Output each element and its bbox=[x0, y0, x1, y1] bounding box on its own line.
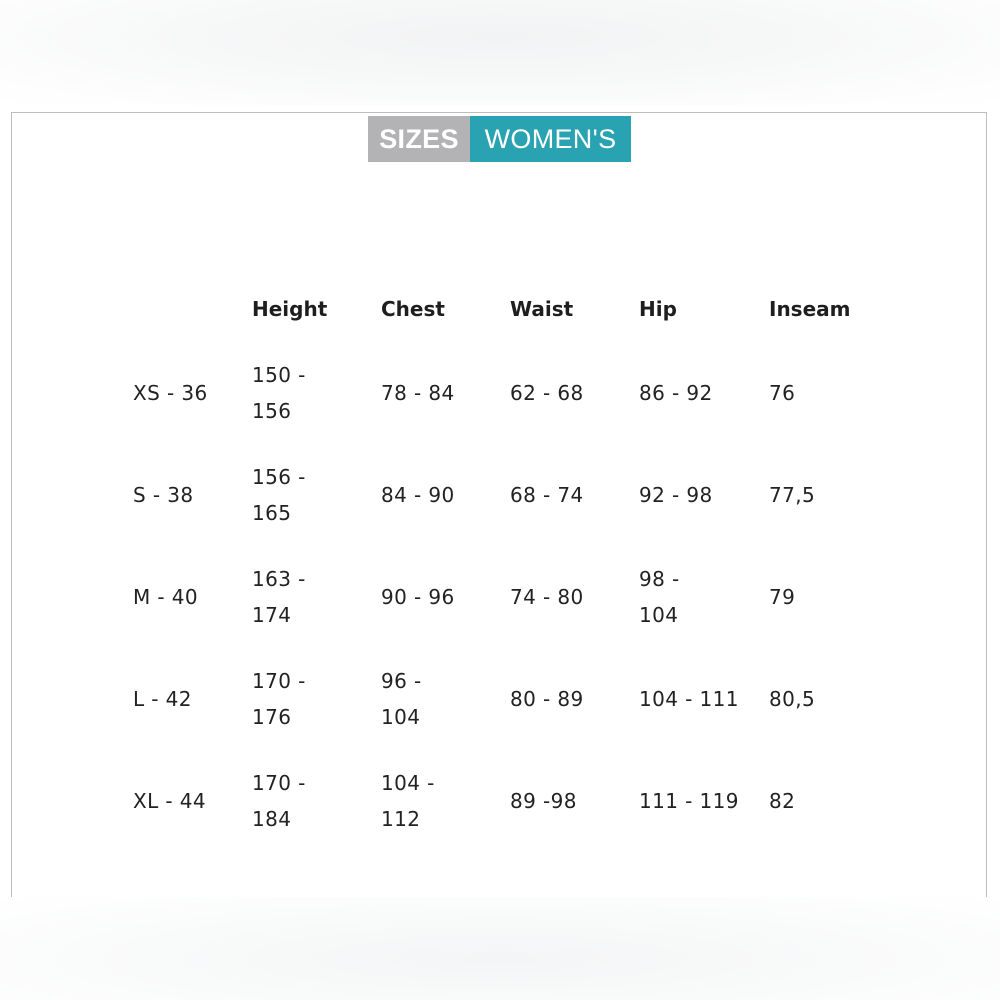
chest-value: 84 - 90 bbox=[381, 483, 455, 507]
inseam-cell bbox=[769, 444, 902, 546]
chest-value: 78 - 84 bbox=[381, 381, 455, 405]
size-value: XL - 44 bbox=[133, 789, 207, 813]
table-row bbox=[122, 546, 902, 648]
height-value: 170 - 176 bbox=[252, 669, 306, 729]
size-cell bbox=[122, 648, 252, 750]
waist-value: 74 - 80 bbox=[510, 585, 584, 609]
size-chart-banner bbox=[368, 116, 631, 162]
header-row bbox=[122, 276, 902, 342]
hip-value: 104 - 111 bbox=[639, 687, 739, 711]
inseam-value: 79 bbox=[769, 585, 796, 609]
table-row bbox=[122, 444, 902, 546]
size-table-body bbox=[122, 342, 902, 852]
waist-cell bbox=[510, 648, 639, 750]
chest-cell bbox=[381, 342, 510, 444]
hip-cell bbox=[639, 342, 769, 444]
table-row bbox=[122, 750, 902, 852]
height-value: 163 - 174 bbox=[252, 567, 306, 627]
height-cell bbox=[252, 750, 381, 852]
banner-sizes-label: SIZES bbox=[368, 116, 470, 162]
inseam-cell bbox=[769, 546, 902, 648]
size-table-header bbox=[122, 276, 902, 342]
inseam-value: 77,5 bbox=[769, 483, 816, 507]
size-chart-card bbox=[11, 112, 987, 897]
waist-value: 62 - 68 bbox=[510, 381, 584, 405]
inseam-cell bbox=[769, 342, 902, 444]
chest-value: 104 - 112 bbox=[381, 771, 435, 831]
table-row bbox=[122, 648, 902, 750]
height-cell bbox=[252, 342, 381, 444]
hip-cell bbox=[639, 750, 769, 852]
chest-cell bbox=[381, 444, 510, 546]
chest-cell bbox=[381, 546, 510, 648]
header-size bbox=[122, 276, 252, 342]
header-height: Height bbox=[252, 297, 328, 321]
chest-cell bbox=[381, 750, 510, 852]
size-cell bbox=[122, 444, 252, 546]
top-background bbox=[0, 0, 1000, 105]
header-hip: Hip bbox=[639, 297, 677, 321]
height-value: 150 - 156 bbox=[252, 363, 306, 423]
inseam-value: 82 bbox=[769, 789, 796, 813]
banner-gender-label: WOMEN'S bbox=[470, 116, 631, 162]
size-value: S - 38 bbox=[133, 483, 194, 507]
inseam-value: 76 bbox=[769, 381, 796, 405]
hip-cell bbox=[639, 546, 769, 648]
table-row bbox=[122, 342, 902, 444]
waist-value: 68 - 74 bbox=[510, 483, 584, 507]
size-cell bbox=[122, 750, 252, 852]
hip-value: 92 - 98 bbox=[639, 483, 713, 507]
waist-cell bbox=[510, 546, 639, 648]
header-waist: Waist bbox=[510, 297, 574, 321]
hip-value: 98 - 104 bbox=[639, 567, 680, 627]
height-value: 170 - 184 bbox=[252, 771, 306, 831]
inseam-value: 80,5 bbox=[769, 687, 816, 711]
header-chest: Chest bbox=[381, 297, 445, 321]
waist-value: 80 - 89 bbox=[510, 687, 584, 711]
chest-value: 90 - 96 bbox=[381, 585, 455, 609]
size-cell bbox=[122, 342, 252, 444]
waist-cell bbox=[510, 342, 639, 444]
inseam-cell bbox=[769, 648, 902, 750]
hip-cell bbox=[639, 444, 769, 546]
height-cell bbox=[252, 444, 381, 546]
size-table bbox=[122, 276, 902, 852]
height-cell bbox=[252, 546, 381, 648]
bottom-background bbox=[0, 897, 1000, 1000]
waist-value: 89 -98 bbox=[510, 789, 577, 813]
size-cell bbox=[122, 546, 252, 648]
waist-cell bbox=[510, 444, 639, 546]
height-value: 156 - 165 bbox=[252, 465, 306, 525]
height-cell bbox=[252, 648, 381, 750]
header-inseam: Inseam bbox=[769, 297, 851, 321]
hip-value: 111 - 119 bbox=[639, 789, 739, 813]
waist-cell bbox=[510, 750, 639, 852]
chest-value: 96 - 104 bbox=[381, 669, 422, 729]
size-value: L - 42 bbox=[133, 687, 192, 711]
hip-value: 86 - 92 bbox=[639, 381, 713, 405]
size-value: XS - 36 bbox=[133, 381, 208, 405]
inseam-cell bbox=[769, 750, 902, 852]
chest-cell bbox=[381, 648, 510, 750]
hip-cell bbox=[639, 648, 769, 750]
size-value: M - 40 bbox=[133, 585, 199, 609]
